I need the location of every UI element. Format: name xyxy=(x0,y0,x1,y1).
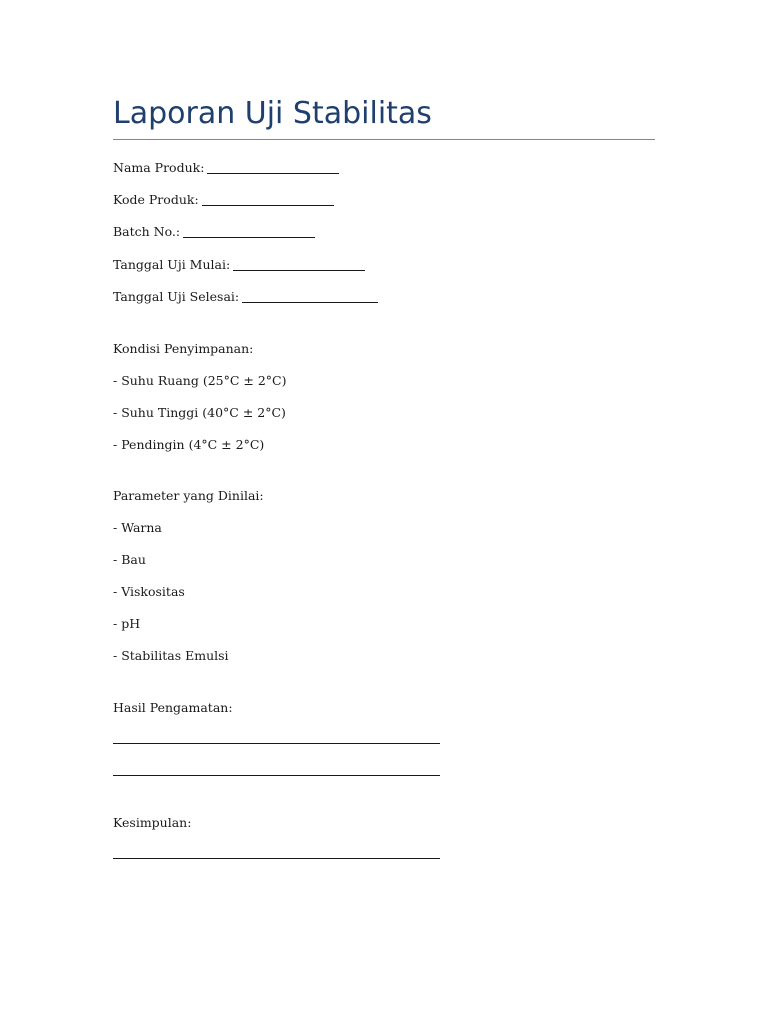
fill-in-blank xyxy=(207,173,339,174)
hasil-heading: Hasil Pengamatan: xyxy=(113,700,233,715)
document-title: Laporan Uji Stabilitas xyxy=(113,96,432,131)
fill-in-blank xyxy=(242,302,378,303)
fill-in-blank xyxy=(233,270,365,271)
hasil-blank-line xyxy=(113,761,440,779)
fill-in-blank xyxy=(183,237,315,238)
fill-in-blank xyxy=(113,775,440,776)
field-label: Nama Produk: xyxy=(113,160,205,175)
hasil-blank-line xyxy=(113,729,440,747)
parameter-heading: Parameter yang Dinilai: xyxy=(113,488,264,503)
parameter-item: - pH xyxy=(113,616,141,631)
field-tanggal-selesai xyxy=(113,288,378,306)
field-label: Tanggal Uji Selesai: xyxy=(113,289,240,304)
kondisi-heading: Kondisi Penyimpanan: xyxy=(113,341,254,356)
field-tanggal-mulai xyxy=(113,256,365,274)
parameter-item: - Warna xyxy=(113,520,162,535)
field-kode-produk xyxy=(113,191,334,209)
kesimpulan-heading: Kesimpulan: xyxy=(113,815,192,830)
field-label: Kode Produk: xyxy=(113,192,199,207)
kesimpulan-blank-line xyxy=(113,844,440,862)
kondisi-item: - Suhu Tinggi (40°C ± 2°C) xyxy=(113,405,286,420)
parameter-item: - Viskositas xyxy=(113,584,185,599)
field-batch-no xyxy=(113,223,315,241)
kondisi-item: - Suhu Ruang (25°C ± 2°C) xyxy=(113,373,287,388)
parameter-item: - Stabilitas Emulsi xyxy=(113,648,229,663)
fill-in-blank xyxy=(113,743,440,744)
field-label: Tanggal Uji Mulai: xyxy=(113,257,231,272)
kondisi-item: - Pendingin (4°C ± 2°C) xyxy=(113,437,265,452)
parameter-item: - Bau xyxy=(113,552,146,567)
fill-in-blank xyxy=(113,858,440,859)
fill-in-blank xyxy=(202,205,334,206)
title-divider xyxy=(113,139,655,140)
field-nama-produk xyxy=(113,159,339,177)
field-label: Batch No.: xyxy=(113,224,181,239)
